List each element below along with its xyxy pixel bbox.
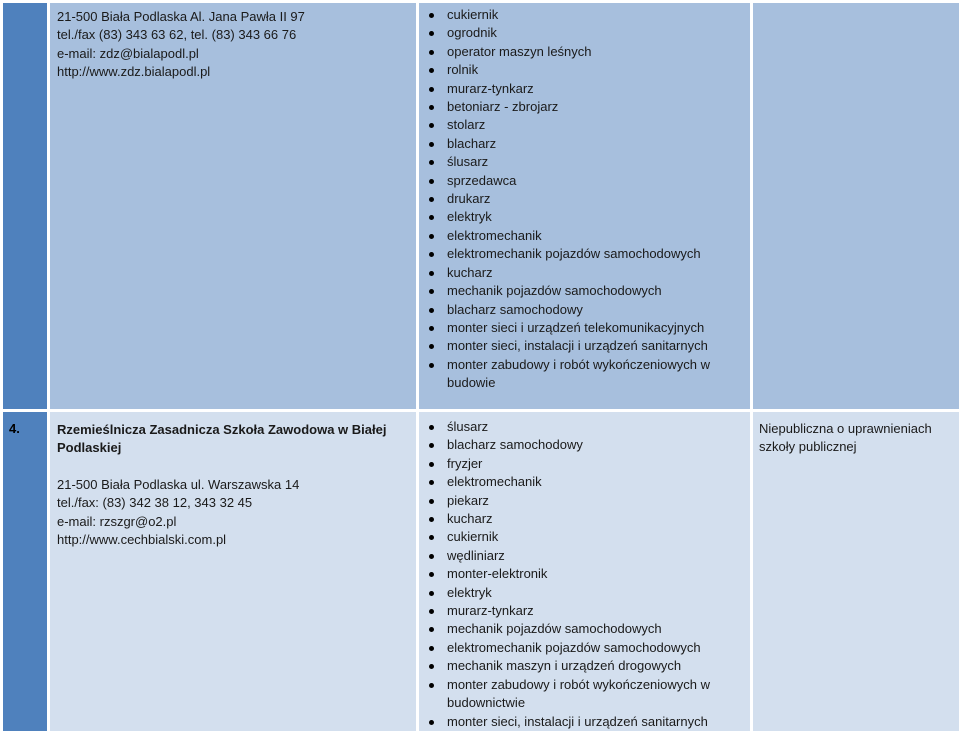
- bullet-icon: [429, 271, 434, 276]
- profession-label: piekarz: [447, 492, 489, 508]
- profession-item: [423, 713, 750, 731]
- row-number-cell: [3, 412, 47, 731]
- professions-list: [419, 412, 750, 731]
- bullet-icon: [429, 480, 434, 485]
- bullet-icon: [429, 142, 434, 147]
- bullet-icon: [429, 535, 434, 540]
- profession-item: [423, 584, 750, 602]
- profession-label: blacharz samochodowy: [447, 437, 583, 453]
- profession-item: [423, 135, 750, 153]
- profession-item: [423, 319, 750, 337]
- profession-label: murarz-tynkarz: [447, 80, 534, 96]
- profession-label: rolnik: [447, 62, 479, 78]
- profession-item: [423, 528, 750, 546]
- status-cell: [753, 412, 959, 731]
- profession-item: [423, 473, 750, 491]
- profession-item: [423, 282, 750, 300]
- profession-label: sprzedawca: [447, 172, 517, 188]
- professions-cell: [419, 412, 750, 731]
- profession-label: elektromechanik pojazdów samochodowych: [447, 246, 701, 262]
- row-number-cell: [3, 3, 47, 409]
- bullet-icon: [429, 179, 434, 184]
- bullet-icon: [429, 591, 434, 596]
- address-line: 21-500 Biała Podlaska ul. Warszawska 14: [57, 476, 300, 492]
- bullet-icon: [429, 87, 434, 92]
- bullet-icon: [429, 31, 434, 36]
- website-line: http://www.cechbialski.com.pl: [57, 532, 227, 548]
- profession-item: [423, 153, 750, 171]
- profession-label: mechanik pojazdów samochodowych: [447, 283, 662, 299]
- profession-label: elektromechanik: [447, 474, 542, 490]
- row-number: 4.: [9, 421, 20, 436]
- profession-item: [423, 337, 750, 355]
- bullet-icon: [429, 105, 434, 110]
- bullet-icon: [429, 664, 434, 669]
- bullet-icon: [429, 234, 434, 239]
- profession-label: blacharz samochodowy: [447, 301, 583, 317]
- bullet-icon: [429, 720, 434, 725]
- bullet-icon: [429, 197, 434, 202]
- bullet-icon: [429, 462, 434, 467]
- bullet-icon: [429, 50, 434, 55]
- profession-label: elektromechanik pojazdów samochodowych: [447, 639, 701, 655]
- profession-item: [423, 602, 750, 620]
- profession-item: [423, 116, 750, 134]
- profession-label: drukarz: [447, 191, 491, 207]
- profession-item: [423, 565, 750, 583]
- phone-line: tel./fax: (83) 342 38 12, 343 32 45: [57, 495, 253, 511]
- school-status: Niepubliczna o uprawnieniach szkoły publicznej: [759, 421, 932, 455]
- bullet-icon: [429, 13, 434, 18]
- profession-item: [423, 208, 750, 226]
- profession-label: stolarz: [447, 117, 486, 133]
- bullet-icon: [429, 683, 434, 688]
- profession-item: [423, 264, 750, 282]
- school-address-cell: [50, 3, 416, 409]
- profession-item: [423, 43, 750, 61]
- spacer: [57, 458, 412, 476]
- profession-item: [423, 418, 750, 436]
- profession-label: monter sieci i urządzeń telekomunikacyjnych: [447, 319, 705, 335]
- profession-item: [423, 301, 750, 319]
- profession-item: [423, 455, 750, 473]
- profession-label: kucharz: [447, 264, 493, 280]
- profession-item: [423, 227, 750, 245]
- profession-label: ogrodnik: [447, 25, 497, 41]
- profession-item: [423, 676, 750, 713]
- profession-label: mechanik maszyn i urządzeń drogowych: [447, 658, 682, 674]
- profession-item: [423, 657, 750, 675]
- profession-label: ślusarz: [447, 154, 489, 170]
- profession-item: [423, 80, 750, 98]
- profession-label: blacharz: [447, 135, 497, 151]
- profession-item: [423, 172, 750, 190]
- table-row: [3, 412, 959, 731]
- profession-item: [423, 510, 750, 528]
- bullet-icon: [429, 215, 434, 220]
- profession-label: monter zabudowy i robót wykończeniowych w budownictwie: [447, 676, 711, 711]
- profession-item: [423, 24, 750, 42]
- email-line: e-mail: rzszgr@o2.pl: [57, 513, 177, 529]
- profession-item: [423, 547, 750, 565]
- profession-item: [423, 61, 750, 79]
- bullet-icon: [429, 517, 434, 522]
- profession-label: monter-elektronik: [447, 566, 548, 582]
- bullet-icon: [429, 160, 434, 165]
- school-address-cell: [50, 412, 416, 731]
- profession-label: elektryk: [447, 209, 492, 225]
- school-name: Rzemieślnicza Zasadnicza Szkoła Zawodowa w Białej Podlaskiej: [57, 422, 387, 456]
- profession-label: cukiernik: [447, 529, 499, 545]
- profession-item: [423, 620, 750, 638]
- profession-label: fryzjer: [447, 455, 483, 471]
- profession-label: betoniarz - zbrojarz: [447, 99, 559, 115]
- profession-item: [423, 356, 750, 393]
- profession-label: monter sieci, instalacji i urządzeń sanitarnych: [447, 338, 708, 354]
- bullet-icon: [429, 646, 434, 651]
- professions-cell: [419, 3, 750, 409]
- bullet-icon: [429, 609, 434, 614]
- phone-line: tel./fax (83) 343 63 62, tel. (83) 343 66 76: [57, 27, 297, 43]
- bullet-icon: [429, 554, 434, 559]
- website-line: http://www.zdz.bialapodl.pl: [57, 64, 211, 80]
- profession-label: elektryk: [447, 584, 492, 600]
- profession-item: [423, 639, 750, 657]
- bullet-icon: [429, 344, 434, 349]
- profession-item: [423, 492, 750, 510]
- profession-label: mechanik pojazdów samochodowych: [447, 621, 662, 637]
- bullet-icon: [429, 68, 434, 73]
- profession-label: elektromechanik: [447, 227, 542, 243]
- profession-label: monter zabudowy i robót wykończeniowych w budowie: [447, 356, 711, 391]
- profession-item: [423, 190, 750, 208]
- profession-item: [423, 436, 750, 454]
- profession-label: cukiernik: [447, 7, 499, 22]
- profession-label: monter sieci, instalacji i urządzeń sanitarnych: [447, 713, 708, 729]
- address-line: 21-500 Biała Podlaska Al. Jana Pawła II 97: [57, 9, 305, 24]
- profession-label: murarz-tynkarz: [447, 603, 534, 619]
- bullet-icon: [429, 289, 434, 294]
- bullet-icon: [429, 425, 434, 430]
- bullet-icon: [429, 308, 434, 313]
- bullet-icon: [429, 572, 434, 577]
- bullet-icon: [429, 326, 434, 331]
- professions-list: [419, 3, 750, 393]
- bullet-icon: [429, 499, 434, 504]
- profession-label: operator maszyn leśnych: [447, 43, 592, 59]
- bullet-icon: [429, 252, 434, 257]
- profession-item: [423, 6, 750, 24]
- table-row: [3, 3, 959, 409]
- bullet-icon: [429, 123, 434, 128]
- profession-label: wędliniarz: [447, 547, 505, 563]
- profession-item: [423, 245, 750, 263]
- email-line: e-mail: zdz@bialapodl.pl: [57, 45, 199, 61]
- status-cell: [753, 3, 959, 409]
- profession-item: [423, 98, 750, 116]
- profession-label: kucharz: [447, 511, 493, 527]
- profession-label: ślusarz: [447, 419, 489, 434]
- bullet-icon: [429, 443, 434, 448]
- bullet-icon: [429, 627, 434, 632]
- bullet-icon: [429, 363, 434, 368]
